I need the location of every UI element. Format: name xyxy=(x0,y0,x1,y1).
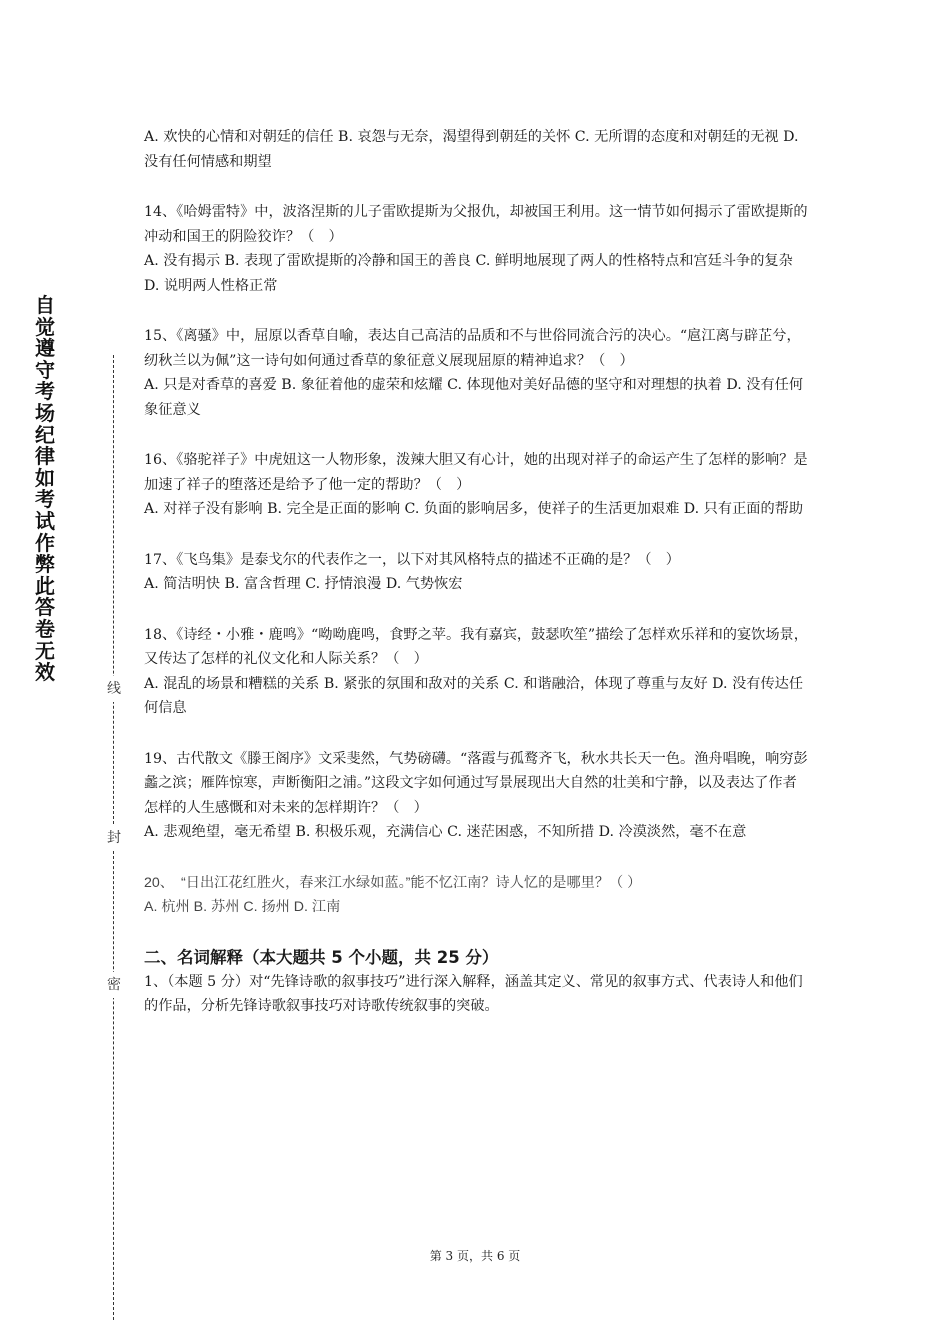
question-options: A. 简洁明快 B. 富含哲理 C. 抒情浪漫 D. 气势恢宏 xyxy=(144,576,463,592)
question-options: A. 只是对香草的喜爱 B. 象征着他的虚荣和炫耀 C. 体现他对美好品德的坚守和对理想的执着 D. 没有任何象征意义 xyxy=(144,377,804,418)
question-16 xyxy=(144,448,808,522)
question-stem: 15、《离骚》中，屈原以香草自喻，表达自己高洁的品质和不与世俗同流合污的决心。“扈江离与辟芷兮，纫秋兰以为佩”这一诗句如何通过香草的象征意义展现屈原的精神追求？（ ） xyxy=(144,328,801,369)
question-17 xyxy=(144,548,808,597)
question-14 xyxy=(144,200,808,298)
question-stem: 16、《骆驼祥子》中虎妞这一人物形象，泼辣大胆又有心计，她的出现对祥子的命运产生了怎样的影响？是加速了祥子的堕落还是给予了他一定的帮助？（ ） xyxy=(144,452,808,493)
question-stem: 19、古代散文《滕王阁序》文采斐然，气势磅礴。“落霞与孤鹜齐飞，秋水共长天一色。渔舟唱晚，响穷彭蠡之滨；雁阵惊寒，声断衡阳之浦。”这段文字如何通过写景展现出大自然的壮美和宁静，以及表达了作者怎样的人生感慨和对未来的怎样期许？（ ） xyxy=(144,750,808,816)
question-18 xyxy=(144,623,808,721)
section-2-item-1: 1、（本题 5 分）对“先锋诗歌的叙事技巧”进行深入解释，涵盖其定义、常见的叙事方式、代表诗人和他们的作品，分析先锋诗歌叙事技巧对诗歌传统叙事的突破。 xyxy=(144,973,803,1014)
question-options: A. 没有揭示 B. 表现了雷欧提斯的冷静和国王的善良 C. 鲜明地展现了两人的性格特点和宫廷斗争的复杂 D. 说明两人性格正常 xyxy=(144,253,793,294)
question-20 xyxy=(144,871,808,920)
question-13-continued xyxy=(144,125,808,174)
question-stem: 17、《飞鸟集》是泰戈尔的代表作之一，以下对其风格特点的描述不正确的是？（ ） xyxy=(144,551,680,568)
question-options: A. 对祥子没有影响 B. 完全是正面的影响 C. 负面的影响居多，使祥子的生活更加艰难 D. 只有正面的帮助 xyxy=(144,501,804,517)
question-options: A. 杭州 B. 苏州 C. 扬州 D. 江南 xyxy=(144,899,341,915)
question-19 xyxy=(144,747,808,845)
page-number-footer: 第 3 页，共 6 页 xyxy=(429,1249,521,1263)
binding-mark-xian: 线 xyxy=(104,676,124,702)
question-stem: 20、 “日出江花红胜火，春来江水绿如蓝。”能不忆江南？诗人忆的是哪里？（ ） xyxy=(144,874,642,891)
question-stem: 14、《哈姆雷特》中，波洛涅斯的儿子雷欧提斯为父报仇，却被国王利用。这一情节如何揭示了雷欧提斯的冲动和国王的阴险狡诈？（ ） xyxy=(144,204,808,245)
page-content xyxy=(144,125,808,1019)
question-stem: 18、《诗经・小雅・鹿鸣》“呦呦鹿鸣，食野之苹。我有嘉宾，鼓瑟吹笙”描绘了怎样欢乐祥和的宴饮场景，又传达了怎样的礼仪文化和人际关系？（ ） xyxy=(144,626,808,667)
question-15 xyxy=(144,324,808,422)
question-options: A. 欢快的心情和对朝廷的信任 B. 哀怨与无奈，渴望得到朝廷的关怀 C. 无所谓的态度和对朝廷的无视 D. 没有任何情感和期望 xyxy=(144,129,799,170)
exam-discipline-notice: 自觉遵守考场纪律如考试作弊此答卷无效 xyxy=(35,293,55,685)
question-options: A. 混乱的场景和糟糕的关系 B. 紧张的氛围和敌对的关系 C. 和谐融洽，体现了尊重与友好 D. 没有传达任何信息 xyxy=(144,675,804,716)
section-2-title: 二、名词解释（本大题共 5 个小题，共 25 分） xyxy=(144,947,499,967)
binding-mark-feng: 封 xyxy=(104,825,124,851)
question-options: A. 悲观绝望，毫无希望 B. 积极乐观，充满信心 C. 迷茫困惑，不知所措 D. 冷漠淡然，毫不在意 xyxy=(144,824,747,840)
binding-mark-mi: 密 xyxy=(104,972,124,998)
